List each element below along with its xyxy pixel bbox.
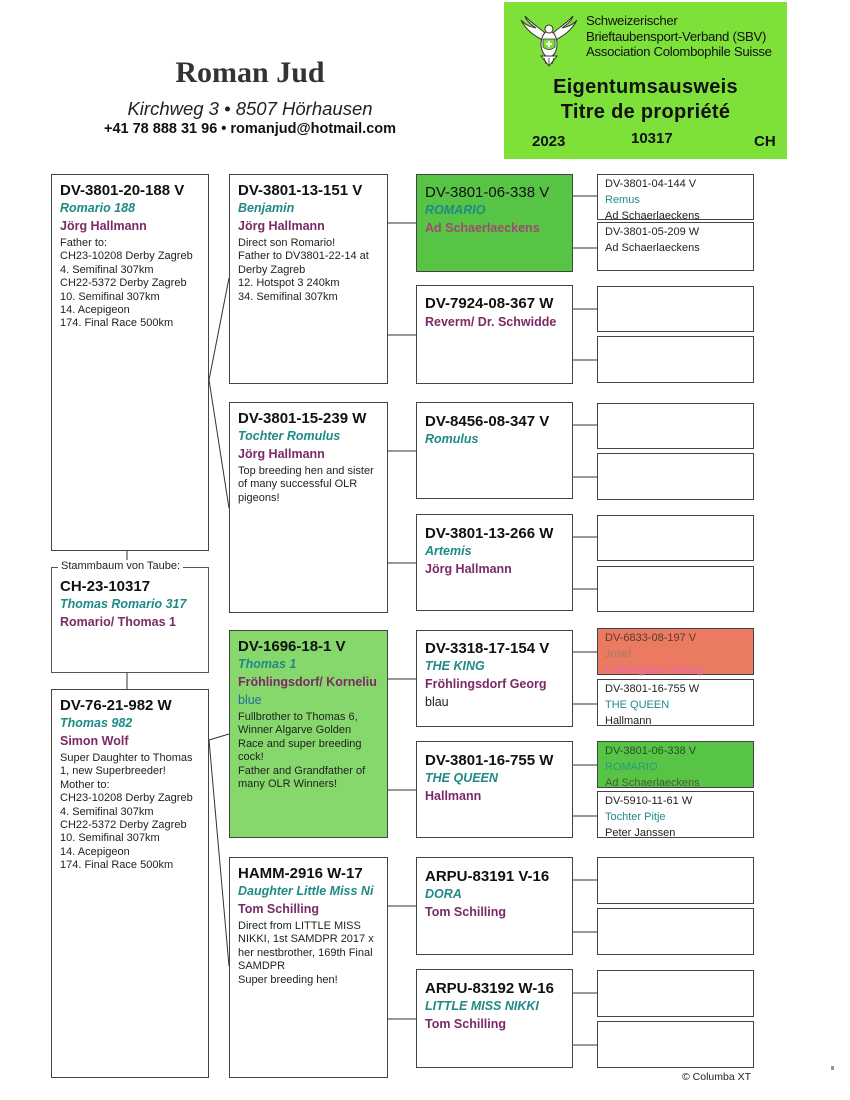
pigeon-name: Tochter Pitje [605, 811, 666, 823]
owner-name: Jörg Hallmann [60, 219, 147, 233]
owner-name: Jörg Hallmann [238, 219, 325, 233]
certificate-country: CH [754, 133, 776, 150]
pigeon-color: blue [238, 693, 262, 707]
ring-number: DV-3801-16-755 W [605, 683, 700, 695]
ring-number: DV-3801-20-188 V [60, 182, 185, 199]
gen4-card-8[interactable] [597, 566, 754, 612]
ring-number: HAMM-2916 W-17 [238, 865, 363, 882]
pigeon-color: blau [425, 695, 449, 709]
owner-name: Ad Schaerlaeckens [425, 221, 540, 235]
ring-number: DV-5910-11-61 W [605, 795, 693, 807]
gen4-card-15[interactable] [597, 970, 754, 1017]
gen3-card-7[interactable] [416, 857, 573, 955]
gen3-card-3[interactable] [416, 402, 573, 499]
gen4-card-9[interactable] [597, 628, 754, 675]
ring-number: DV-3801-05-209 W [605, 226, 700, 238]
gen4-card-13[interactable] [597, 857, 754, 904]
pigeon-name: Romario 188 [60, 201, 136, 215]
owner-name: Fröhlingsdorf/ Korneliu [238, 675, 377, 689]
ring-number: DV-3801-13-266 W [425, 525, 554, 542]
ring-number: DV-3801-15-239 W [238, 410, 367, 427]
ring-number: DV-6833-08-197 V [605, 632, 697, 644]
gen4-card-4[interactable] [597, 336, 754, 383]
grandsire-maternal-card[interactable] [229, 630, 388, 838]
pigeon-name: Remus [605, 194, 640, 206]
pigeon-notes: Super Daughter to Thomas 1, new Superbreeder! Mother to: CH23-10208 Derby Zagreb 4. Semifinal 307km CH22-5372 Derby Zagreb 10. Semifinal 307km 14. Acepigeon 174. Final Race 500km [60, 752, 193, 872]
owner-name: Ad Schaerlaeckens [605, 242, 700, 254]
gen4-card-2[interactable] [597, 222, 754, 271]
copyright-notice: © Columba XT [682, 1071, 752, 1083]
ring-number: DV-3318-17-154 V [425, 640, 550, 657]
pigeon-notes: Direct from LITTLE MISS NIKKI, 1st SAMDPR 2017 x her nestbrother, 169th Final SAMDPR Super breeding hen! [238, 920, 374, 986]
gen4-card-16[interactable] [597, 1021, 754, 1068]
gen3-card-8[interactable] [416, 969, 573, 1068]
pigeon-name: THE KING [425, 659, 485, 673]
pigeon-name: LITTLE MISS NIKKI [425, 999, 539, 1013]
gen3-card-2[interactable] [416, 285, 573, 384]
gen4-card-5[interactable] [597, 403, 754, 449]
subject-owner: Romario/ Thomas 1 [60, 615, 176, 629]
pigeon-notes: Top breeding hen and sister of many successful OLR pigeons! [238, 465, 374, 504]
grandsire-paternal-card[interactable] [229, 174, 388, 384]
pigeon-name: Romulus [425, 432, 479, 446]
owner-name: Tom Schilling [238, 902, 320, 916]
pigeon-notes: Fullbrother to Thomas 6, Winner Algarve Golden Race and super breeding cock! Father and Grandfather of many OLR Winners! [238, 711, 366, 791]
pigeon-name: THE QUEEN [425, 771, 498, 785]
pigeon-name: Benjamin [238, 201, 295, 215]
ring-number: DV-1696-18-1 V [238, 638, 346, 655]
gen4-card-3[interactable] [597, 286, 754, 332]
owner-name: Fröhlingsdorf Georg [425, 677, 547, 691]
ring-number: DV-7924-08-367 W [425, 295, 554, 312]
ring-number: ARPU-83191 V-16 [425, 868, 550, 885]
breeder-address: Kirchweg 3 • 8507 Hörhausen [127, 98, 373, 119]
granddam-maternal-card[interactable] [229, 857, 388, 1078]
federation-line-1: Schweizerischer [586, 13, 678, 28]
gen4-card-7[interactable] [597, 515, 754, 561]
owner-name: Tom Schilling [425, 905, 507, 919]
gen3-card-1[interactable] [416, 174, 573, 272]
pigeon-notes: Father to: CH23-10208 Derby Zagreb 4. Semifinal 307km CH22-5372 Derby Zagreb 10. Semifinal 307km 14. Acepigeon 174. Final Race 500km [60, 237, 193, 330]
pigeon-name: Artemis [425, 544, 472, 558]
gen3-card-4[interactable] [416, 514, 573, 611]
subject-ring-number: CH-23-10317 [60, 578, 151, 595]
owner-name: Fröhlingsdorf Georg [605, 664, 703, 676]
owner-name: Ad Schaerlaeckens [605, 210, 700, 222]
ring-number: DV-3801-06-338 V [605, 745, 697, 757]
federation-line-2: Brieftaubensport-Verband (SBV) [586, 28, 767, 44]
pigeon-name: Thomas 1 [238, 657, 297, 671]
gen4-card-1[interactable] [597, 174, 754, 220]
ring-number: DV-3801-06-338 V [425, 184, 550, 201]
breeder-name: Roman Jud [175, 56, 325, 89]
ring-number: DV-8456-08-347 V [425, 413, 550, 430]
owner-name: Jörg Hallmann [425, 562, 512, 576]
owner-name: Reverm/ Dr. Schwidde [425, 315, 557, 329]
pedigree-label: Stammbaum von Taube: [58, 560, 183, 573]
pigeon-name: Tochter Romulus [238, 429, 341, 443]
pigeon-name: DORA [425, 887, 462, 901]
owner-name: Ad Schaerlaeckens [605, 777, 700, 789]
breeder-contact: +41 78 888 31 96 • romanjud@hotmail.com [103, 121, 397, 137]
owner-name: Hallmann [425, 789, 482, 803]
certificate-title-de: Eigentumsausweis [553, 76, 738, 98]
owner-name: Jörg Hallmann [238, 447, 325, 461]
pigeon-name: ROMARIO [605, 761, 658, 773]
owner-name: Peter Janssen [605, 827, 676, 839]
pigeon-name: ROMARIO [425, 203, 486, 217]
gen4-card-11[interactable] [597, 741, 754, 788]
subject-pigeon-name: Thomas Romario 317 [60, 597, 187, 611]
pigeon-name: THE QUEEN [605, 699, 670, 711]
pigeon-name: Thomas 982 [60, 716, 133, 730]
ring-number: DV-3801-13-151 V [238, 182, 363, 199]
ring-number: DV-3801-04-144 V [605, 178, 697, 190]
certificate-number: 10317 [631, 130, 673, 147]
dam-card[interactable] [51, 689, 209, 1078]
owner-name: Hallmann [605, 715, 652, 727]
pigeon-name: Daughter Little Miss Ni [238, 884, 374, 898]
pigeon-name: Josef [605, 648, 632, 660]
scan-speck [831, 1066, 834, 1070]
owner-name: Simon Wolf [60, 734, 129, 748]
pigeon-notes: Direct son Romario! Father to DV3801-22-14 at Derby Zagreb 12. Hotspot 3 240km 34. Semifinal 307km [238, 237, 369, 303]
gen3-card-5[interactable] [416, 630, 573, 727]
certificate-title-fr: Titre de propriété [560, 101, 731, 123]
gen4-card-12[interactable] [597, 791, 754, 838]
subject-card[interactable] [51, 567, 209, 673]
ring-number: DV-3801-16-755 W [425, 752, 554, 769]
ring-number: ARPU-83192 W-16 [425, 980, 554, 997]
federation-line-3: Association Colombophile Suisse [586, 44, 772, 59]
ring-number: DV-76-21-982 W [60, 697, 172, 714]
gen4-card-10[interactable] [597, 679, 754, 726]
gen4-card-14[interactable] [597, 908, 754, 955]
granddam-paternal-card[interactable] [229, 402, 388, 613]
certificate-year: 2023 [532, 133, 566, 150]
gen3-card-6[interactable] [416, 741, 573, 838]
sire-card[interactable] [51, 174, 209, 551]
owner-name: Tom Schilling [425, 1017, 507, 1031]
gen4-card-6[interactable] [597, 453, 754, 500]
